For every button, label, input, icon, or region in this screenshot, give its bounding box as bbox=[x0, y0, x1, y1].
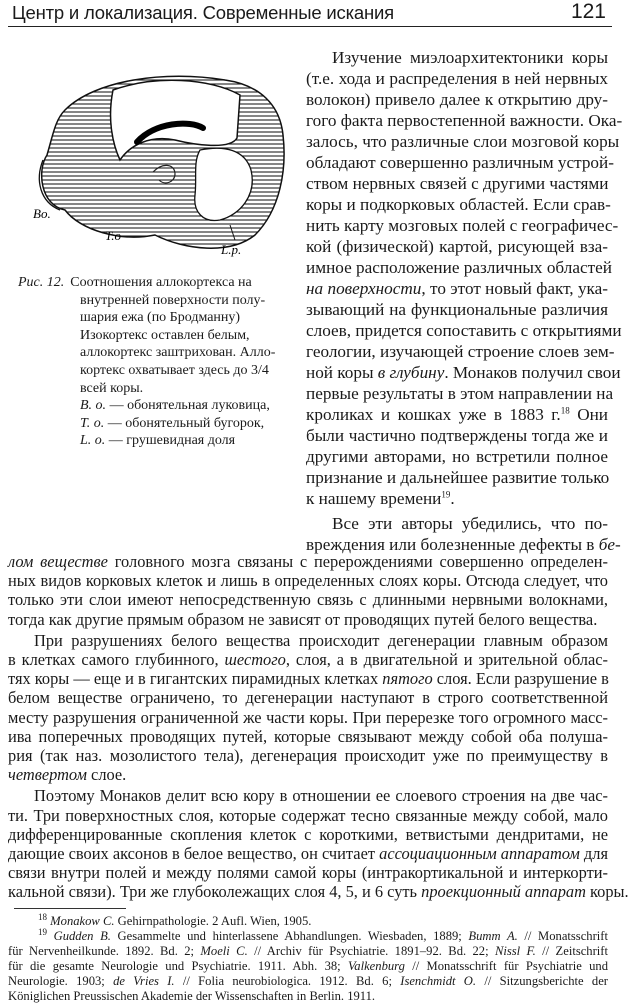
brain-hemisphere-figure bbox=[25, 50, 295, 268]
text-line: ива поперечных проводящих путей, которые связывают между собой оба полуша- bbox=[8, 726, 608, 746]
page-number: 121 bbox=[570, 0, 606, 23]
text-line: на поверхности, то этот новый факт, ука- bbox=[306, 279, 608, 298]
footnote-18: $^{18}$ Monakow C. Gehirnpathologie. 2 Aufl. Wien, 1905. bbox=[38, 911, 312, 928]
text-line: залось, что различные слои мозговой коры bbox=[306, 132, 620, 151]
footnote-rule bbox=[14, 908, 126, 909]
text-line: гого факта первостепенной важности. Ока- bbox=[306, 111, 623, 130]
text-line: коры и подкорковых областей. Если срав- bbox=[306, 195, 611, 214]
text-line: белом веществе ограничено, то дегенерации наступают в строго соответственной bbox=[8, 688, 608, 708]
text-line: При разрушениях белого вещества происходит дегенерации главным образом bbox=[34, 630, 608, 650]
text-line: были частично подтверждены тогда же и bbox=[306, 426, 608, 445]
text-line: дающие своих аксонов в белое вещество, он считает ассоциационным аппаратом для bbox=[8, 844, 608, 863]
text-line: кроликах и кошках уже в 1883 г.$^{18}$ Они bbox=[306, 405, 609, 424]
text-line: обладают совершенно различным устрой- bbox=[306, 153, 614, 172]
text-line: ти. Три поверхностных слоя, которые содержат тесно связанные между собой, мало bbox=[8, 805, 608, 825]
text-line: волокон) привело далее к открытию дру- bbox=[306, 90, 608, 109]
label-lp: L.p. bbox=[221, 242, 242, 257]
footnote-19-line: Neurologie. 1903; de Vries I. // Folia neurobiologica. 1912. Bd. 6; Isenchmidt O. // Sitzungsberichte der bbox=[8, 973, 608, 988]
text-line: признание и дальнейшее развитие только bbox=[306, 468, 610, 487]
text-line: связи внутри полей и между полями самой коры (интракортикальной и интеркорти- bbox=[8, 863, 608, 883]
text-line: первые результаты в этом направлении на bbox=[306, 384, 614, 403]
caption-line: внутренней поверхности полу- bbox=[80, 292, 266, 308]
text-line: геологии, изучающей строение слоев зем- bbox=[306, 342, 615, 361]
text-line: к нашему времени$^{19}$. bbox=[306, 489, 455, 508]
text-line: месту разрушения ограниченной же части коры. При перерезке того огромного масс- bbox=[8, 707, 608, 727]
figure-caption bbox=[18, 274, 280, 450]
text-line: ных видов корковых клеток и лишь в определенных слоях коры. Отсюда следует, что bbox=[8, 571, 608, 591]
label-to: T.o bbox=[105, 228, 122, 243]
legend-item: T. o. — обонятельный бугорок, bbox=[80, 415, 265, 431]
running-header bbox=[8, 0, 612, 27]
text-line: Изучение миэлоархитектоники коры bbox=[332, 48, 608, 67]
running-title: Центр и локализация. Современные искания bbox=[12, 2, 394, 23]
text-line: зывающий на функциональные различия bbox=[306, 300, 608, 319]
footnote-19-line: Königlichen Preussischen Akademie der Wissenschaften in Berlin. 1911. bbox=[8, 988, 376, 1003]
caption-line: шария ежа (по Бродманну) bbox=[80, 310, 241, 326]
text-line: слоев, придется сопоставить с открытиями bbox=[306, 321, 622, 340]
text-line: Все эти авторы убедились, что по- bbox=[332, 514, 608, 533]
text-line: в клетках самого глубинного, шестого, слоя, а в двигательной и зрительной облас- bbox=[8, 650, 608, 669]
text-line: тогда как другие прямым образом не зависят от проводящих путей белого вещества. bbox=[8, 609, 598, 629]
caption-line: Изокортекс оставлен белым, bbox=[80, 327, 250, 343]
footnote-19-line: für Nervenheilkunde. 1892. Bd. 2; Moeli C. // Archiv für Psychiatrie. 1891–92. Bd. 22; Nissl F. // Zeitschrift bbox=[8, 943, 608, 958]
label-bo: Bo. bbox=[33, 206, 51, 221]
text-line: ной коры в глубину. Монаков получил свои bbox=[306, 363, 621, 382]
caption-line: всей коры. bbox=[80, 380, 144, 396]
text-line: лом веществе головного мозга связаны с перерождениями совершенно определен- bbox=[8, 552, 608, 571]
text-line: другими авторами, но встретили полное bbox=[306, 447, 608, 466]
text-line: нить карту мозговых полей с географичес- bbox=[306, 216, 619, 235]
text-line: кой (физической) картой, рисующей вза- bbox=[306, 237, 608, 256]
text-line: Поэтому Монаков делит всю кору в отношении ее слоевого строения на две час- bbox=[34, 786, 608, 806]
text-line: (т.е. хода и распределения в ней нервных bbox=[306, 69, 608, 88]
caption-line: кортекс охватывает здесь до 3/4 bbox=[80, 362, 269, 378]
footnote-19-line: $^{19}$ Gudden B. Gesammelte und hinterlassene Abhandlungen. Wiesbaden, 1889; Bumm A. // Monatsschrift bbox=[38, 926, 608, 943]
text-line: дифференцированные скопления клеток с короткими, ветвистыми дендритами, не bbox=[8, 824, 608, 844]
caption-line: Соотношения аллокортекса на bbox=[70, 275, 252, 290]
text-line: только эти слои имеют непосредственную связь с длинными нервными волокнами, bbox=[8, 590, 608, 610]
text-line: имное расположение различных областей bbox=[306, 258, 612, 277]
text-line: ством нервных связей с другими частями bbox=[306, 174, 609, 193]
text-line: рия (так наз. мозолистого тела), дегенерация происходит уже по преимуществу в bbox=[8, 746, 608, 765]
text-line: вреждения или болезненные дефекты в бе- bbox=[306, 535, 621, 554]
text-line: тях коры — еще и в гигантских пирамидных клетках пятого слоя. Если разрушение в bbox=[8, 669, 609, 689]
legend-item: L. o. — грушевидная доля bbox=[80, 433, 236, 449]
caption-prefix: Рис. 12. bbox=[18, 275, 65, 290]
footnote-19-line: für die gesamte Neurologie und Psychiatrie. 1911. Abh. 38; Valkenburg // Monatsschrift für Psychiatrie und bbox=[8, 958, 609, 973]
caption-line: аллокортекс заштрихован. Алло- bbox=[80, 345, 276, 361]
text-line: четвертом слое. bbox=[8, 765, 127, 785]
text-line: кальной связи). Три же глубоколежащих слоя 4, 5, и 6 суть проекционный аппарат коры. bbox=[8, 882, 629, 902]
legend-item: B. o. — обонятельная луковица, bbox=[80, 398, 270, 414]
